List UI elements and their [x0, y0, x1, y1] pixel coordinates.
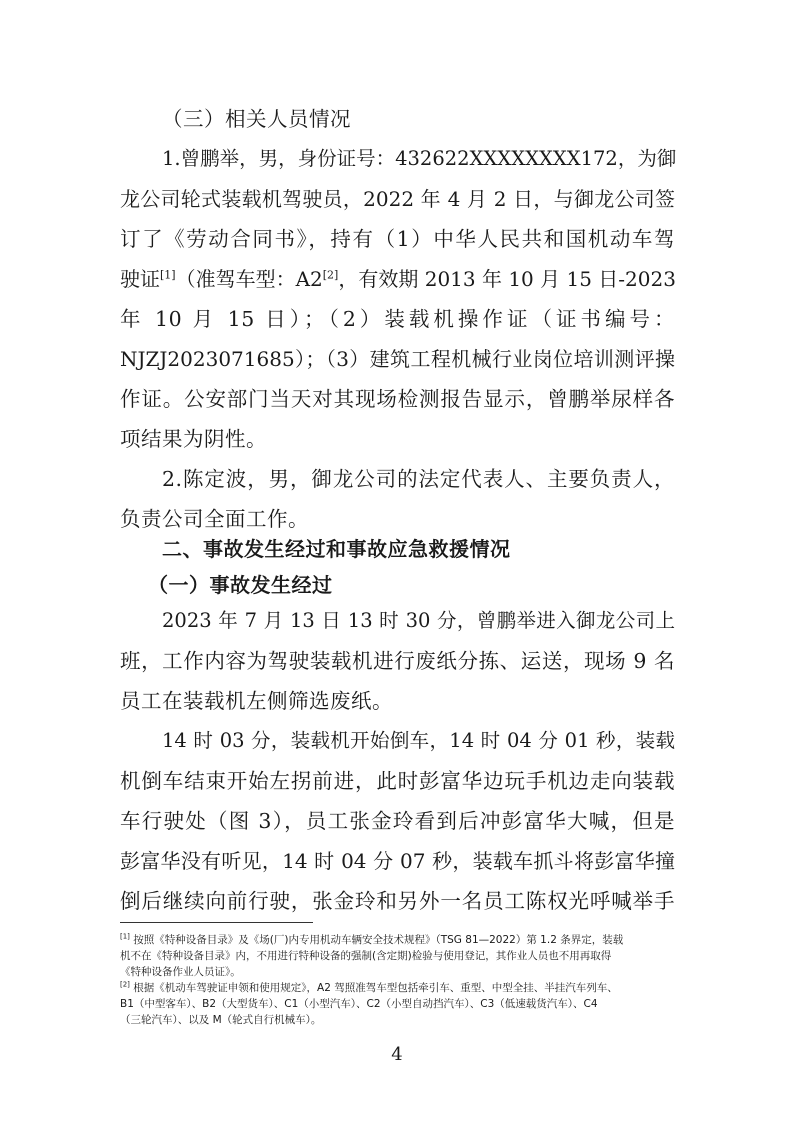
footnote-1-line-2: 机不在《特种设备目录》内，不用进行特种设备的强制(含定期)检验与使用登记，其作业人员也不用再取得 [120, 950, 612, 962]
footnote-2-line-1 [120, 980, 680, 996]
person1-line-5: 年 10 月 15 日）；（2）装载机操作证（证书编号： [120, 307, 675, 331]
footnote-1-text-1: 按照《特种设备目录》及《场(厂)内专用机动车辆安全技术规程》（TSG 81—2022）第 1.2 条界定，装载 [133, 934, 624, 946]
footnote-2-line-2: B1（中型客车）、B2（大型货车）、C1（小型汽车）、C2（小型自动挡汽车）、C3（低速载货汽车）、C4 [120, 998, 598, 1010]
person1-line-1: 1.曾鹏举，男，身份证号：432622XXXXXXXX172，为御 [162, 147, 677, 170]
person1-line-7: 作证。公安部门当天对其现场检测报告显示，曾鹏举尿样各 [120, 387, 675, 411]
footnote-1-line-3: 《特种设备作业人员证》。 [120, 966, 241, 978]
person1-line-4-text-b: （准驾车型：A2 [175, 267, 323, 291]
section-heading-related-persons: （三）相关人员情况 [162, 107, 351, 131]
person2-line-2: 负责公司全面工作。 [120, 507, 309, 531]
person2-line-1: 2.陈定波，男，御龙公司的法定代表人、主要负责人， [162, 467, 675, 491]
para1-line-3: 员工在装载机左侧筛选废纸。 [120, 689, 393, 713]
para2-line-4: 彭富华没有听见，14 时 04 分 07 秒，装载车抓斗将彭富华撞 [120, 849, 675, 873]
subsection-heading-accident-process: （一）事故发生经过 [148, 573, 333, 597]
person1-line-4-text-a: 驶证 [120, 267, 160, 291]
footnote-separator [120, 922, 313, 923]
footnote-1-mark: [1] [120, 932, 130, 941]
footnote-2-text-1: 根据《机动车驾驶证申领和使用规定》，A2 驾照准驾车型包括牵引车、重型、中型全挂、半挂汽车列车、 [133, 982, 618, 994]
person1-line-2: 龙公司轮式装载机驾驶员，2022 年 4 月 2 日，与御龙公司签 [120, 187, 675, 211]
footnote-ref-1: [1] [160, 268, 176, 282]
footnote-2-line-3: （三轮汽车）、以及 M（轮式自行机械车）。 [120, 1014, 322, 1026]
footnote-2-mark: [2] [120, 980, 130, 989]
footnote-ref-2: [2] [322, 268, 339, 282]
para1-line-2: 班，工作内容为驾驶装载机进行废纸分拣、运送，现场 9 名 [120, 649, 675, 673]
person1-line-4 [120, 264, 675, 294]
person1-line-6: NJZJ2023071685）；（3）建筑工程机械行业岗位培训测评操 [120, 347, 675, 371]
footnote-1-line-1 [120, 932, 680, 948]
person1-line-8: 项结果为阴性。 [120, 427, 267, 451]
person1-line-3: 订了《劳动合同书》，持有（1）中华人民共和国机动车驾 [120, 227, 675, 251]
para2-line-2: 机倒车结束开始左拐前进，此时彭富华边玩手机边走向装载 [120, 769, 675, 793]
person1-line-4-text-c: ，有效期 2013 年 10 月 15 日-2023 [338, 267, 676, 291]
para2-line-1: 14 时 03 分，装载机开始倒车，14 时 04 分 01 秒，装载 [162, 729, 675, 752]
page-number: 4 [391, 1044, 403, 1065]
para2-line-5: 倒后继续向前行驶，张金玲和另外一名员工陈权光呼喊举手 [120, 889, 675, 913]
para2-line-3: 车行驶处（图 3），员工张金玲看到后冲彭富华大喊，但是 [120, 809, 675, 833]
section-heading-accident-and-rescue: 二、事故发生经过和事故应急救援情况 [162, 537, 511, 561]
para1-line-1: 2023 年 7 月 13 日 13 时 30 分，曾鹏举进入御龙公司上 [162, 609, 675, 632]
